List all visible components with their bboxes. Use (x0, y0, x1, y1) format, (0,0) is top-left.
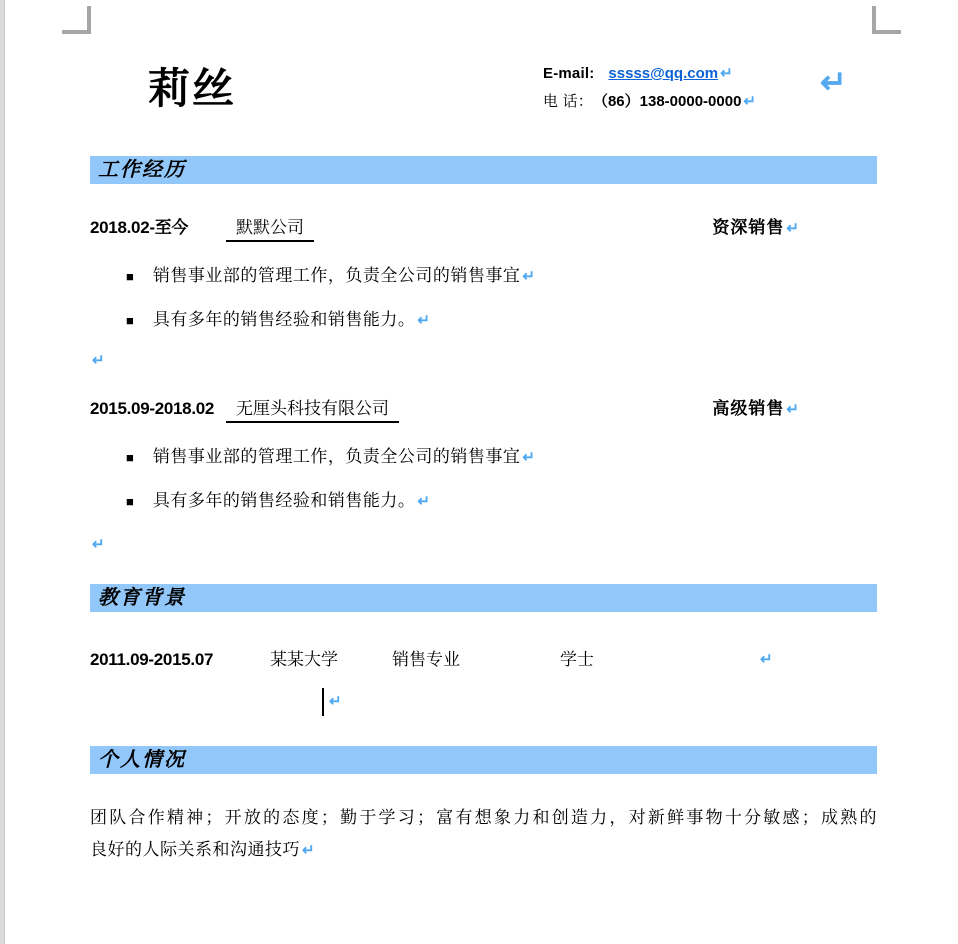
paragraph-mark-icon: ↵ (760, 651, 773, 668)
job-bullet (90, 308, 877, 332)
job-row (90, 216, 877, 240)
personal-summary-line (90, 834, 877, 867)
job-company: 无厘头科技有限公司 (226, 397, 399, 423)
paragraph-mark-icon: ↵ (92, 536, 105, 553)
phone-label: 电 话： (543, 93, 593, 110)
paragraph-mark-icon: ↵ (522, 449, 535, 466)
empty-paragraph (90, 688, 877, 718)
section-header-personal: 个人情况 (90, 746, 877, 774)
job-title: 高级销售 (712, 399, 785, 418)
paragraph-mark-icon: ↵ (329, 693, 342, 710)
job-bullet (90, 445, 877, 469)
empty-paragraph (90, 350, 877, 372)
paragraph-mark-icon: ↵ (743, 93, 756, 110)
bullet-text: 具有多年的销售经验和销售能力。 (152, 491, 416, 510)
education-school: 某某大学 (270, 650, 338, 669)
job-company: 默默公司 (226, 216, 314, 242)
bullet-text: 具有多年的销售经验和销售能力。 (152, 310, 416, 329)
education-row (90, 648, 877, 672)
email-row (543, 60, 756, 88)
section-header-work: 工作经历 (90, 156, 877, 184)
paragraph-mark-icon: ↵ (522, 268, 535, 285)
paragraph-mark-icon: ↵ (786, 220, 799, 237)
paragraph-mark-icon: ↵ (720, 65, 733, 82)
candidate-name: 莉丝 (148, 64, 237, 113)
email-label: E-mail: (543, 65, 595, 82)
bullet-icon: ■ (126, 269, 134, 284)
bullet-icon: ■ (126, 313, 134, 328)
phone-row (543, 88, 756, 116)
personal-summary-line-text: 良好的人际关系和沟通技巧 (90, 840, 300, 859)
paragraph-mark-icon: ↵ (820, 64, 847, 100)
document-body (90, 0, 877, 867)
personal-summary (90, 802, 877, 867)
bullet-icon: ■ (126, 494, 134, 509)
job-title: 资深销售 (712, 218, 785, 237)
paragraph-mark-icon: ↵ (92, 352, 105, 369)
paragraph-mark-icon: ↵ (302, 843, 316, 859)
contact-block (543, 60, 756, 116)
job-period: 2015.09-2018.02 (90, 399, 215, 418)
education-major: 销售专业 (392, 650, 460, 669)
education-period: 2011.09-2015.07 (90, 650, 214, 669)
resume-header (90, 0, 877, 156)
job-title-group (712, 216, 799, 241)
phone-value: （86）138-0000-0000 (592, 93, 742, 110)
job-row (90, 397, 877, 421)
education-degree: 学士 (560, 650, 594, 669)
empty-paragraph (90, 534, 877, 556)
section-header-education: 教育背景 (90, 584, 877, 612)
bullet-text: 销售事业部的管理工作，负责全公司的销售事宜 (152, 447, 521, 466)
paragraph-mark-icon: ↵ (786, 401, 799, 418)
margin-corner-left-icon (62, 6, 91, 34)
job-bullet (90, 264, 877, 288)
job-bullet (90, 489, 877, 513)
bullet-icon: ■ (126, 450, 134, 465)
bullet-text: 销售事业部的管理工作，负责全公司的销售事宜 (152, 266, 521, 285)
job-period: 2018.02-至今 (90, 218, 189, 237)
email-link[interactable]: sssss@qq.com (608, 65, 719, 82)
personal-summary-line: 团队合作精神；开放的态度；勤于学习；富有想象力和创造力，对新鲜事物十分敏感；成熟的 (90, 808, 877, 827)
page-edge-strip (0, 0, 5, 944)
job-title-group (712, 397, 799, 422)
text-cursor (322, 688, 324, 716)
paragraph-mark-icon: ↵ (417, 312, 430, 329)
paragraph-mark-icon: ↵ (417, 493, 430, 510)
